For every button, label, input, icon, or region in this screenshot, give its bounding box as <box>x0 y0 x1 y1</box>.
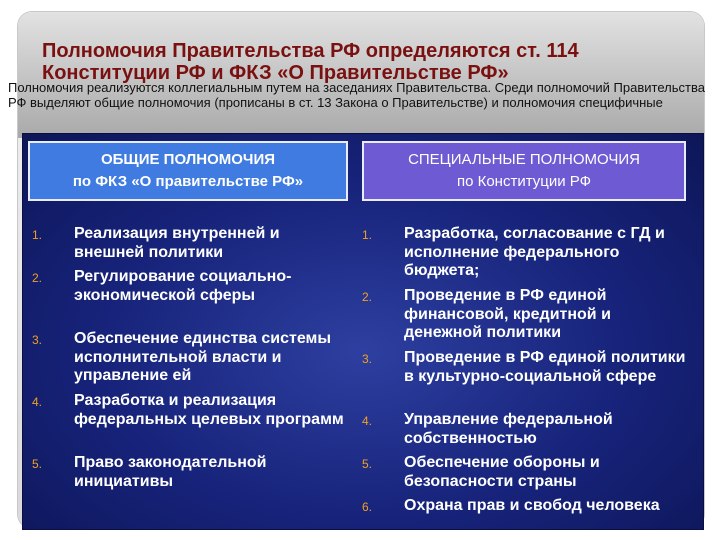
list-item <box>32 454 352 497</box>
general-powers-header-title: ОБЩИЕ ПОЛНОМОЧИЯ <box>100 151 276 168</box>
general-powers-header <box>28 141 348 201</box>
list-item <box>32 392 352 454</box>
general-powers-header-subtitle: по ФКЗ «О правительстве РФ» <box>72 173 304 190</box>
list-item <box>362 349 692 411</box>
item-number: 5. <box>362 457 373 471</box>
special-powers-header-subtitle: по Конституции РФ <box>456 173 592 190</box>
slide-title: Полномочия Правительства РФ определяются ст. 114 Конституции РФ и ФКЗ «О Правительстве РФ» <box>42 40 579 84</box>
item-number: 1. <box>362 228 373 242</box>
item-text: Охрана прав и свобод человека <box>404 497 660 514</box>
list-item <box>362 454 692 497</box>
item-number: 1. <box>32 228 43 242</box>
item-number: 6. <box>362 500 373 514</box>
item-number: 3. <box>362 352 373 366</box>
list-item <box>362 497 692 537</box>
general-powers-list <box>32 225 352 497</box>
list-item <box>32 330 352 392</box>
list-item <box>32 225 352 268</box>
item-number: 2. <box>362 290 373 304</box>
item-number: 5. <box>32 457 43 471</box>
intro-text: Полномочия реализуются коллегиальным путем на заседаниях Правительства. Среди полномочий Правительства РФ выделяют общие полномочия (прописаны в ст. 13 Закона о Правительстве) и полномочия специфичные <box>8 80 705 110</box>
item-text: Проведение в РФ единой финансовой, кредитной и денежной политики <box>404 287 611 341</box>
item-text: Регулирование социально-экономической сферы <box>74 268 292 304</box>
item-text: Обеспечение обороны и безопасности страны <box>404 454 600 490</box>
item-text: Разработка и реализация федеральных целевых программ <box>74 392 344 428</box>
item-text: Обеспечение единства системы исполнительной власти и управление ей <box>74 330 332 384</box>
list-item <box>32 268 352 330</box>
item-text: Проведение в РФ единой политики в культурно-социальной сфере <box>404 349 686 385</box>
list-item <box>362 287 692 349</box>
list-item <box>362 411 692 454</box>
special-powers-list <box>362 225 692 537</box>
list-item <box>362 225 692 287</box>
item-text: Разработка, согласование с ГД и исполнение федерального бюджета; <box>404 225 665 279</box>
item-text: Реализация внутренней и внешней политики <box>74 225 280 261</box>
item-number: 3. <box>32 333 43 347</box>
special-powers-header <box>362 141 686 201</box>
item-number: 4. <box>32 395 43 409</box>
item-text: Управление федеральной собственностью <box>404 411 613 447</box>
special-powers-header-title: СПЕЦИАЛЬНЫЕ ПОЛНОМОЧИЯ <box>408 151 640 168</box>
item-number: 2. <box>32 271 43 285</box>
item-number: 4. <box>362 414 373 428</box>
item-text: Право законодательной инициативы <box>74 454 267 490</box>
